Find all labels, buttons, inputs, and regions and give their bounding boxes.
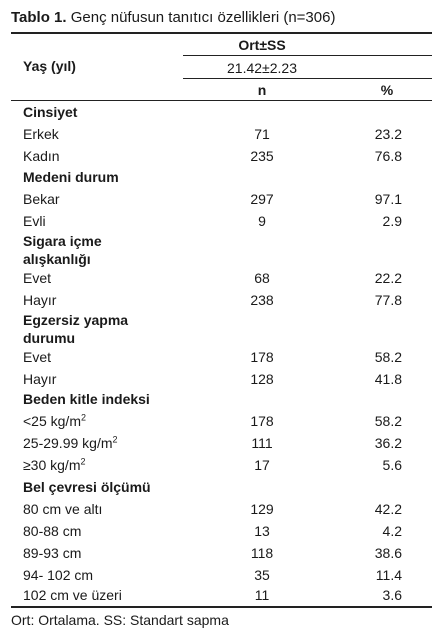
row-label: Evet [23, 270, 52, 286]
row-label: Evet [23, 349, 52, 365]
row-n: 11 [254, 587, 270, 603]
row-label: 94- 102 cm [23, 567, 94, 583]
row-n: 178 [250, 413, 274, 429]
row-percent: 58.2 [374, 413, 402, 429]
row-label: 80 cm ve altı [23, 501, 103, 517]
mean-sd-value: 21.42±2.23 [227, 60, 297, 76]
row-percent: 2.9 [382, 213, 402, 229]
row-n: 71 [254, 126, 270, 142]
row-percent: 97.1 [374, 191, 402, 207]
row-label [23, 413, 86, 429]
header-mid-rule [183, 78, 432, 79]
row-label-text: ≥30 kg/m [23, 457, 81, 473]
table-caption-text: Genç nüfusun tanıtıcı özellikleri (n=306) [66, 9, 336, 26]
row-label-text: <25 kg/m [23, 413, 81, 429]
row-percent: 5.6 [382, 457, 402, 473]
column-header-percent: % [380, 82, 394, 98]
row-label: Hayır [23, 292, 57, 308]
row-n: 9 [258, 213, 266, 229]
row-percent: 76.8 [374, 148, 402, 164]
group-title-bmi: Beden kitle indeksi [23, 391, 150, 407]
row-label: 102 cm ve üzeri [23, 587, 122, 603]
row-n: 35 [254, 567, 270, 583]
row-percent: 36.2 [374, 435, 402, 451]
row-n: 238 [250, 292, 274, 308]
group-title-smoking-line2: alışkanlığı [23, 251, 91, 267]
superscript: 2 [112, 434, 118, 445]
row-n: 178 [250, 349, 274, 365]
row-n: 17 [254, 457, 270, 473]
table-caption-label: Tablo 1. [11, 9, 67, 26]
row-label [23, 435, 118, 451]
group-title-gender: Cinsiyet [23, 104, 78, 120]
row-label: Hayır [23, 371, 57, 387]
row-percent: 11.4 [375, 567, 402, 583]
row-n: 111 [251, 435, 273, 451]
row-label: Bekar [23, 191, 60, 207]
table-footnote: Ort: Ortalama. SS: Standart sapma [11, 612, 229, 628]
row-n: 68 [254, 270, 270, 286]
row-percent: 58.2 [374, 349, 402, 365]
superscript: 2 [80, 456, 86, 467]
row-percent: 77.8 [374, 292, 402, 308]
row-n: 13 [254, 523, 270, 539]
group-title-waist: Bel çevresi ölçümü [23, 479, 151, 495]
group-title-smoking-line1: Sigara içme [23, 233, 102, 249]
row-label: 89-93 cm [23, 545, 82, 561]
column-header-n: n [257, 82, 267, 98]
mean-sd-label: Ort±SS [238, 37, 286, 53]
row-label: Evli [23, 213, 46, 229]
header-bottom-rule [11, 100, 432, 101]
superscript: 2 [80, 412, 86, 423]
table-bottom-rule [11, 606, 432, 608]
table-top-rule [11, 32, 432, 34]
row-label: Erkek [23, 126, 59, 142]
row-label: Kadın [23, 148, 60, 164]
row-n: 129 [250, 501, 274, 517]
row-n: 128 [250, 371, 274, 387]
row-percent: 42.2 [374, 501, 402, 517]
row-label [23, 457, 86, 473]
row-percent: 22.2 [374, 270, 402, 286]
group-title-exercise-line2: durumu [23, 330, 76, 346]
group-title-marital: Medeni durum [23, 169, 119, 185]
row-n: 118 [250, 545, 274, 561]
row-percent: 4.2 [382, 523, 402, 539]
row-label: 80-88 cm [23, 523, 82, 539]
row-label-text: 25-29.99 kg/m [23, 435, 113, 451]
row-percent: 23.2 [374, 126, 402, 142]
row-percent: 41.8 [374, 371, 402, 387]
row-percent: 3.6 [382, 587, 402, 603]
row-percent: 38.6 [374, 545, 402, 561]
mean-sd-underline [183, 55, 432, 56]
age-label: Yaş (yıl) [23, 58, 76, 74]
row-n: 235 [250, 148, 274, 164]
group-title-exercise-line1: Egzersiz yapma [23, 312, 129, 328]
table-caption [11, 9, 335, 26]
row-n: 297 [250, 191, 274, 207]
